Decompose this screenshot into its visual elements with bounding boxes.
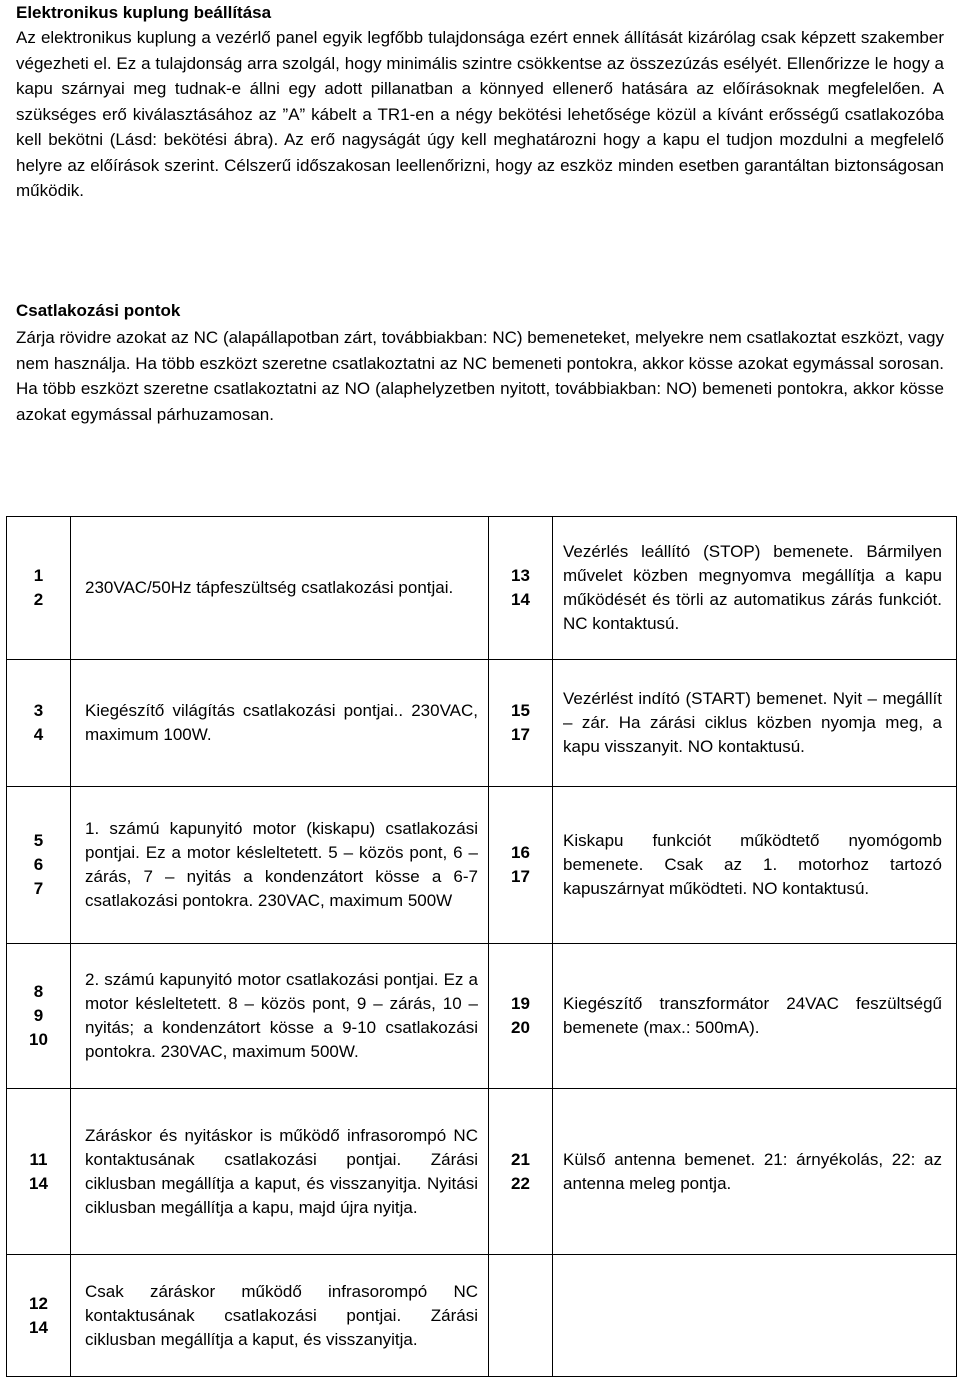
pin-numbers-left — [7, 660, 71, 787]
pin-number: 17 — [511, 725, 530, 744]
pin-number: 22 — [511, 1173, 530, 1193]
pin-description-right-empty — [553, 1255, 957, 1377]
section-text-connection-points: Zárja rövidre azokat az NC (alapállapotban zárt, továbbiakban: NC) bemeneteket, melyekre nem csatlakoztat eszközt, vagy nem használja. Ha több eszközt szeretne csatlakoztatni az NC bemeneti pontokra, akkor kösse azokat egymással sorosan. Ha több eszközt szeretne csatlakoztatni az NO (alaphelyzetben nyitott, továbbiakban: NO) bemeneti pontokra, akkor kösse azokat egymással párhuzamosan. — [16, 328, 944, 424]
pin-number: 16 — [511, 843, 530, 862]
pin-number: 9 — [33, 1006, 44, 1025]
pin-number: 12 — [29, 1293, 48, 1313]
pin-number: 5 — [33, 831, 44, 850]
table-row — [7, 787, 957, 944]
table-row — [7, 517, 957, 660]
pin-number: 14 — [29, 1173, 48, 1193]
table-row — [7, 1255, 957, 1377]
pin-number: 11 — [29, 1149, 48, 1169]
pin-description-left: 2. számú kapunyitó motor csatlakozási pontjai. Ez a motor késleltetett. 8 – közös pont, 9 – zárás, 10 – nyitás; a kondenzátort kösse a 9-10 csatlakozási pontokra. 230VAC, maximum 500W. — [71, 944, 489, 1089]
pin-number: 1 — [33, 566, 44, 585]
pin-number: 6 — [33, 855, 44, 874]
pin-description-left: Kiegészítő világítás csatlakozási pontjai.. 230VAC, maximum 100W. — [71, 660, 489, 787]
pin-description-right: Külső antenna bemenet. 21: árnyékolás, 22: az antenna meleg pontja. — [553, 1089, 957, 1255]
pin-number: 14 — [511, 590, 530, 609]
pin-number: 8 — [33, 982, 44, 1001]
pin-numbers-right-empty — [489, 1255, 553, 1377]
pin-number: 14 — [29, 1317, 48, 1337]
pin-numbers-right — [489, 787, 553, 944]
pin-number: 10 — [29, 1030, 48, 1049]
table-row — [7, 1089, 957, 1255]
section-title-connection-points: Csatlakozási pontok — [16, 301, 181, 320]
pin-numbers-right — [489, 517, 553, 660]
pin-number: 15 — [511, 701, 530, 720]
pin-numbers-left — [7, 1255, 71, 1377]
pin-numbers-left — [7, 787, 71, 944]
pin-number: 17 — [511, 867, 530, 886]
connection-points-table — [6, 516, 957, 1377]
pin-number: 7 — [33, 879, 44, 898]
pin-number: 19 — [511, 994, 530, 1013]
pin-description-left: 1. számú kapunyitó motor (kiskapu) csatlakozási pontjai. Ez a motor késleltetett. 5 – közös pont, 6 – zárás, 7 – nyitás a kondenzátort kösse a 6-7 csatlakozási pontokra. 230VAC, maximum 500W — [71, 787, 489, 944]
pin-number: 21 — [511, 1149, 530, 1169]
pin-description-left: 230VAC/50Hz tápfeszültség csatlakozási pontjai. — [71, 517, 489, 660]
pin-number: 20 — [511, 1018, 530, 1037]
pin-number: 13 — [511, 566, 530, 585]
pin-numbers-right — [489, 944, 553, 1089]
pin-description-right: Kiegészítő transzformátor 24VAC feszültségű bemenete (max.: 500mA). — [553, 944, 957, 1089]
pin-number: 2 — [33, 590, 44, 609]
pin-description-left: Záráskor és nyitáskor is működő infrasorompó NC kontaktusának csatlakozási pontjai. Zárási ciklusban megállítja a kaput, és visszanyitja. Nyitási ciklusban megállítja a kapu, majd újra nyitja. — [71, 1089, 489, 1255]
pin-numbers-right — [489, 660, 553, 787]
pin-numbers-left — [7, 1089, 71, 1255]
pin-description-right: Vezérlést indító (START) bemenet. Nyit – megállít – zár. Ha zárási ciklus közben nyomja meg, a kapu visszanyit. NO kontaktusú. — [553, 660, 957, 787]
pin-description-right: Kiskapu funkciót működtető nyomógomb bemenete. Csak az 1. motorhoz tartozó kapuszárnyat működteti. NO kontaktusú. — [553, 787, 957, 944]
section-text-clutch: Az elektronikus kuplung a vezérlő panel egyik legfőbb tulajdonsága ezért ennek állítását kizárólag csak képzett szakember végezheti el. Ez a tulajdonság arra szolgál, hogy minimális szintre csökkentse az összezúzás esélyét. Ellenőrizze le hogy a kapu szárnyai meg tudnak-e állni egy adott pillanatban a könnyed ellenerő hatására az előírásoknak megfelelően. A szükséges erő kiválasztásához az ”A” kábelt a TR1-en a négy bekötési lehetősége közül a kívánt erősségű csatlakozóba kell bekötni (Lásd: bekötési ábra). Az erő nagyságát úgy kell meghatározni hogy a kapu el tudjon mozdulni a megfelelő helyre az előírások szerint. Célszerű időszakosan leellenőrizni, hogy az eszköz minden esetben garantáltan biztonságosan működik. — [16, 28, 944, 200]
pin-numbers-left — [7, 517, 71, 660]
pin-number: 3 — [33, 701, 44, 720]
pin-numbers-left — [7, 944, 71, 1089]
table-row — [7, 660, 957, 787]
section-title-clutch: Elektronikus kuplung beállítása — [16, 3, 272, 22]
pin-description-right: Vezérlés leállító (STOP) bemenete. Bármilyen művelet közben megnyomva megállítja a kapu működését és törli az automatikus zárás funkciót. NC kontaktusú. — [553, 517, 957, 660]
pin-numbers-right — [489, 1089, 553, 1255]
pin-number: 4 — [33, 725, 44, 744]
pin-description-left: Csak záráskor működő infrasorompó NC kontaktusának csatlakozási pontjai. Zárási ciklusban megállítja a kaput, és visszanyitja. — [71, 1255, 489, 1377]
table-row — [7, 944, 957, 1089]
